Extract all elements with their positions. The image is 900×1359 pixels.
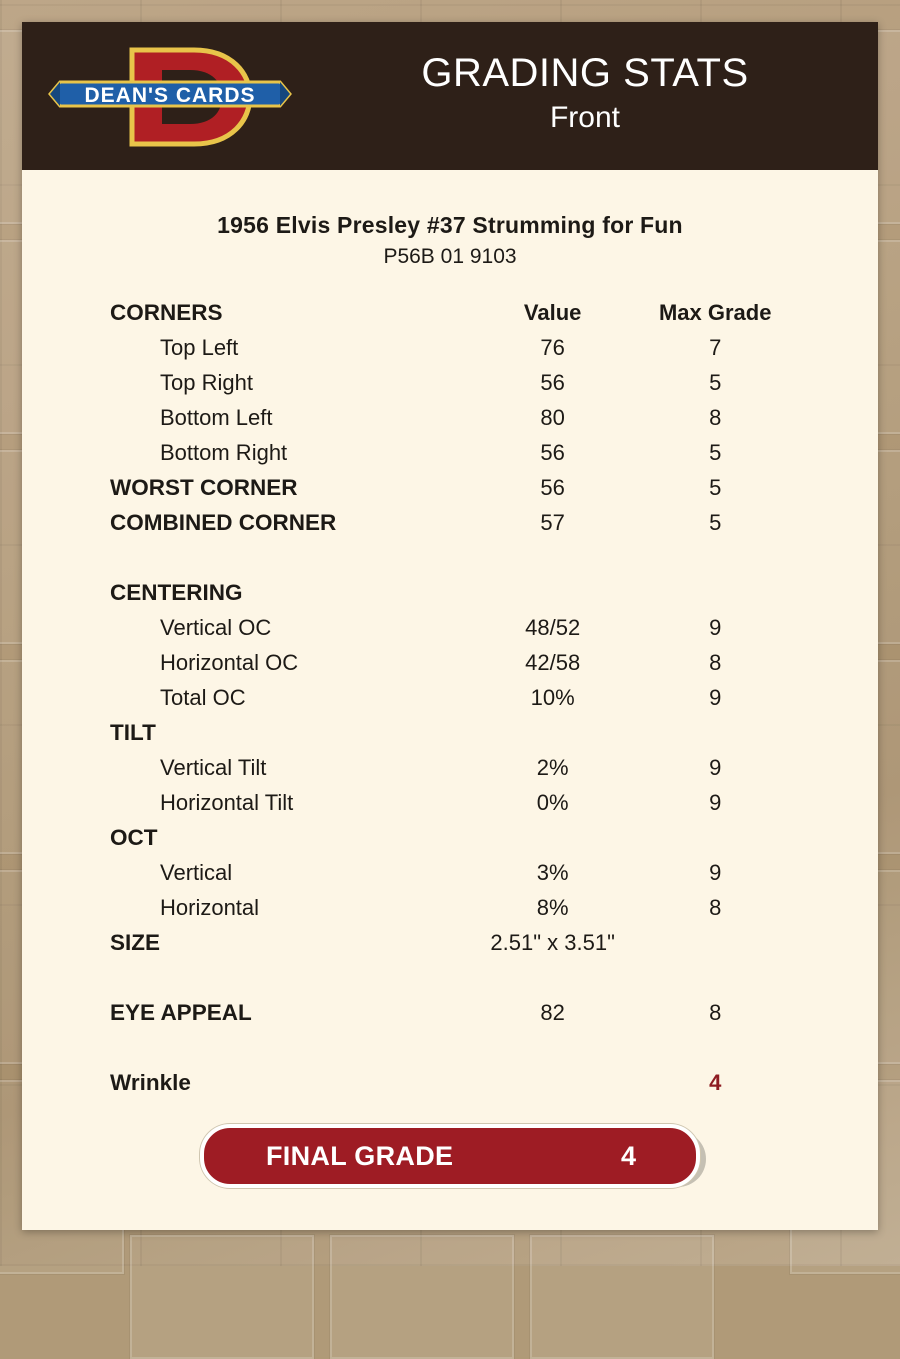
table-row [110,330,790,365]
section-label-size: SIZE [110,929,161,955]
table-row [110,470,790,505]
table-row [110,400,790,435]
table-row [110,820,790,855]
row-value [465,1065,641,1100]
row-value: 56 [540,474,565,500]
row-max-grade: 5 [709,369,722,395]
row-max-grade: 8 [709,649,722,675]
row-value: 56 [540,369,565,395]
row-label-worst-corner: WORST CORNER [110,474,298,500]
row-value-size: 2.51" x 3.51" [490,929,615,955]
row-max-grade: 5 [709,474,722,500]
row-label: Vertical Tilt [160,754,267,780]
row-label-combined-corner: COMBINED CORNER [110,509,337,535]
row-value: 0% [536,789,569,815]
row-value: 57 [540,509,565,535]
section-label-wrinkle: Wrinkle [110,1069,191,1095]
column-header-max-grade: Max Grade [658,299,772,325]
row-value: 42/58 [525,649,581,675]
row-label: Top Right [160,369,253,395]
row-value: 2% [536,754,569,780]
row-max-grade: 5 [709,439,722,465]
row-max-grade: 8 [709,999,722,1025]
section-label-eye-appeal: EYE APPEAL [110,999,252,1025]
row-max-grade: 9 [709,754,722,780]
row-label: Total OC [160,684,246,710]
table-row [110,1065,790,1100]
row-value: 48/52 [525,614,581,640]
row-max-grade: 9 [709,859,722,885]
table-row [110,610,790,645]
row-label: Vertical [160,859,233,885]
svg-text:DEAN'S CARDS: DEAN'S CARDS [84,84,256,107]
section-label-oct: OCT [110,824,158,850]
row-label: Horizontal [160,894,260,920]
section-label-tilt: TILT [110,719,156,745]
deans-cards-logo [44,44,294,150]
report-header [22,22,878,170]
table-row [110,750,790,785]
table-row [110,435,790,470]
table-row [110,680,790,715]
table-row [110,890,790,925]
table-row [110,855,790,890]
table-row [110,645,790,680]
table-row [110,365,790,400]
row-label: Horizontal Tilt [160,789,294,815]
row-value: 8% [536,894,569,920]
card-title: 1956 Elvis Presley #37 Strumming for Fun [217,212,683,238]
section-label-corners: CORNERS [110,299,223,325]
row-value: 3% [536,859,569,885]
row-max-grade: 9 [709,684,722,710]
table-row [110,295,790,330]
table-row [110,785,790,820]
report-body [22,212,878,1188]
row-label: Bottom Right [160,439,288,465]
row-spacer [110,1030,790,1065]
row-max-grade-wrinkle: 4 [709,1069,722,1095]
row-label: Vertical OC [160,614,272,640]
table-row [110,575,790,610]
grading-report-sheet [22,22,878,1230]
row-spacer [110,540,790,575]
row-spacer [110,960,790,995]
row-label: Top Left [160,334,239,360]
row-max-grade: 8 [709,894,722,920]
grading-stats-table [110,295,790,1100]
row-max-grade: 7 [709,334,722,360]
background-card [530,1235,714,1359]
background-card [330,1235,514,1359]
table-row [110,995,790,1030]
background-card [130,1235,314,1359]
final-grade-bar [200,1124,700,1188]
card-code: P56B 01 9103 [383,245,517,268]
row-max-grade: 9 [709,614,722,640]
row-label: Bottom Left [160,404,273,430]
final-grade-section [200,1124,700,1188]
page-title: GRADING STATS [421,51,749,95]
row-value: 82 [540,999,565,1025]
table-row [110,715,790,750]
row-value: 56 [540,439,565,465]
page-subtitle: Front [549,101,621,134]
table-row [110,505,790,540]
row-label: Horizontal OC [160,649,299,675]
row-value: 80 [540,404,565,430]
table-row [110,925,790,960]
row-max-grade: 5 [709,509,722,535]
column-header-value: Value [523,299,582,325]
row-max-grade: 9 [709,789,722,815]
row-value: 10% [530,684,575,710]
row-value: 76 [540,334,565,360]
row-max-grade: 8 [709,404,722,430]
header-titles [312,48,858,138]
section-label-centering: CENTERING [110,579,243,605]
final-grade-label: FINAL GRADE [266,1140,454,1171]
final-grade-value: 4 [620,1140,636,1171]
